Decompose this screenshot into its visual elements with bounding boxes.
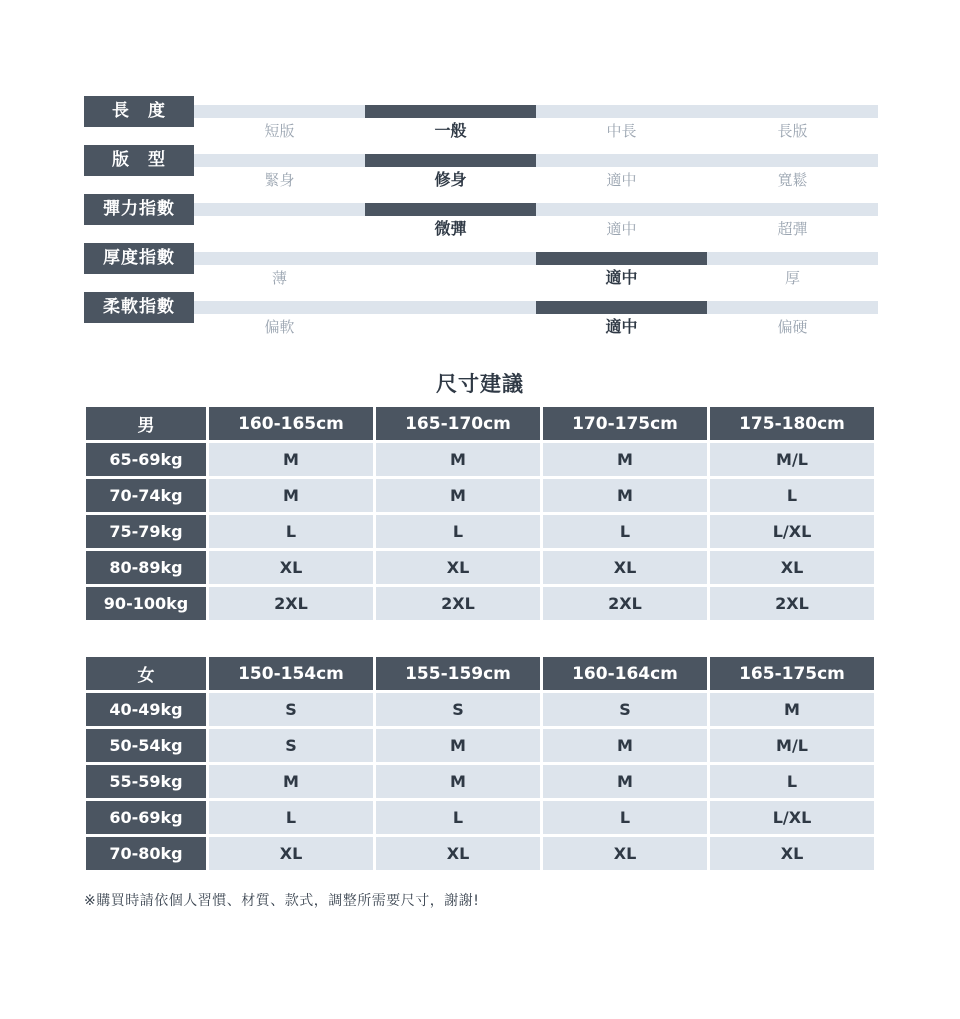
table-corner-header: 男 [86,407,206,440]
attribute-track [194,96,878,145]
attribute-tick-label: 寬鬆 [777,171,808,189]
attribute-tick-label: 適中 [606,220,637,238]
attribute-tick-labels [194,265,878,291]
table-cell: L [209,515,373,548]
table-cell: XL [209,837,373,870]
attribute-label: 彈力指數 [84,194,194,225]
table-cell: M [209,443,373,476]
table-cell: M [710,693,874,726]
attribute-chart [84,96,878,341]
attribute-row [84,194,878,243]
table-row-header: 70-80kg [86,837,206,870]
womens-size-table [83,654,877,873]
table-cell: M [209,479,373,512]
table-cell: M/L [710,729,874,762]
table-cell: S [543,693,707,726]
attribute-track [194,145,878,194]
table-cell: S [209,729,373,762]
table-cell: XL [376,551,540,584]
attribute-track-base [194,154,878,167]
table-cell: L [209,801,373,834]
mens-size-table [83,404,877,623]
table-cell: M [543,479,707,512]
table-row-header: 70-74kg [86,479,206,512]
table-cell: M [376,443,540,476]
womens-size-table-body [86,657,874,870]
attribute-marker-arrow-icon [440,105,462,118]
attribute-tick-labels [194,314,878,340]
table-cell: XL [710,551,874,584]
table-cell: 2XL [543,587,707,620]
attribute-tick-labels [194,118,878,144]
attribute-tick-label: 超彈 [777,220,808,238]
table-column-header: 170-175cm [543,407,707,440]
table-cell: 2XL [209,587,373,620]
table-row [86,551,874,584]
attribute-track [194,194,878,243]
table-header-row [86,407,874,440]
table-cell: L [543,515,707,548]
table-row [86,479,874,512]
table-cell: M [376,765,540,798]
table-row [86,587,874,620]
table-row-header: 65-69kg [86,443,206,476]
footnote: ※購買時請依個人習慣、材質、款式，調整所需要尺寸，謝謝! [84,893,480,909]
attribute-tick-label: 緊身 [264,171,295,189]
attribute-tick-label: 適中 [605,268,638,287]
attribute-tick-label [365,314,536,340]
table-row [86,765,874,798]
attribute-track-base [194,105,878,118]
attribute-row [84,292,878,341]
table-cell: M [376,479,540,512]
attribute-label: 柔軟指數 [84,292,194,323]
table-cell: M [376,729,540,762]
table-row-header: 60-69kg [86,801,206,834]
table-column-header: 160-164cm [543,657,707,690]
attribute-track [194,243,878,292]
table-cell: 2XL [710,587,874,620]
table-cell: XL [543,837,707,870]
attribute-tick-label [194,216,365,242]
table-row [86,515,874,548]
table-column-header: 165-175cm [710,657,874,690]
table-row [86,443,874,476]
table-column-header: 165-170cm [376,407,540,440]
attribute-marker-arrow-icon [611,301,633,314]
table-cell: L [376,801,540,834]
attribute-row [84,145,878,194]
attribute-tick-label: 中長 [606,122,637,140]
attribute-track-base [194,203,878,216]
attribute-label: 長 度 [84,96,194,127]
table-cell: M [543,765,707,798]
attribute-tick-label: 薄 [271,269,287,287]
table-row-header: 50-54kg [86,729,206,762]
table-cell: M [209,765,373,798]
attribute-tick-label [365,265,536,291]
table-row [86,693,874,726]
attribute-tick-label: 修身 [434,170,467,189]
table-corner-header: 女 [86,657,206,690]
attribute-marker-arrow-icon [611,252,633,265]
table-row-header: 80-89kg [86,551,206,584]
attribute-tick-label: 短版 [264,122,295,140]
table-cell: XL [209,551,373,584]
table-cell: L/XL [710,801,874,834]
attribute-tick-labels [194,216,878,242]
attribute-label: 版 型 [84,145,194,176]
table-row-header: 40-49kg [86,693,206,726]
table-cell: XL [543,551,707,584]
table-row-header: 55-59kg [86,765,206,798]
attribute-tick-label: 厚 [784,269,800,287]
table-cell: M [543,729,707,762]
size-section-title: 尺寸建議 [436,372,524,396]
table-row-header: 90-100kg [86,587,206,620]
table-row [86,837,874,870]
table-row-header: 75-79kg [86,515,206,548]
table-cell: M [543,443,707,476]
table-cell: L [376,515,540,548]
table-cell: M/L [710,443,874,476]
attribute-row [84,243,878,292]
attribute-track [194,292,878,341]
attribute-label: 厚度指數 [84,243,194,274]
attribute-marker-arrow-icon [440,154,462,167]
table-cell: L [543,801,707,834]
table-cell: L/XL [710,515,874,548]
attribute-marker-arrow-icon [440,203,462,216]
table-row [86,729,874,762]
attribute-tick-label: 一般 [434,121,467,140]
table-column-header: 160-165cm [209,407,373,440]
table-cell: XL [710,837,874,870]
table-column-header: 155-159cm [376,657,540,690]
table-cell: S [376,693,540,726]
attribute-tick-label: 偏軟 [264,318,295,336]
table-header-row [86,657,874,690]
table-cell: S [209,693,373,726]
table-cell: L [710,479,874,512]
table-column-header: 175-180cm [710,407,874,440]
table-column-header: 150-154cm [209,657,373,690]
attribute-tick-label: 適中 [606,171,637,189]
table-row [86,801,874,834]
table-cell: 2XL [376,587,540,620]
attribute-tick-label: 長版 [777,122,808,140]
attribute-row [84,96,878,145]
attribute-tick-label: 微彈 [434,219,467,238]
attribute-tick-label: 偏硬 [777,318,808,336]
table-cell: L [710,765,874,798]
attribute-tick-labels [194,167,878,193]
attribute-tick-label: 適中 [605,317,638,336]
mens-size-table-body [86,407,874,620]
table-cell: XL [376,837,540,870]
